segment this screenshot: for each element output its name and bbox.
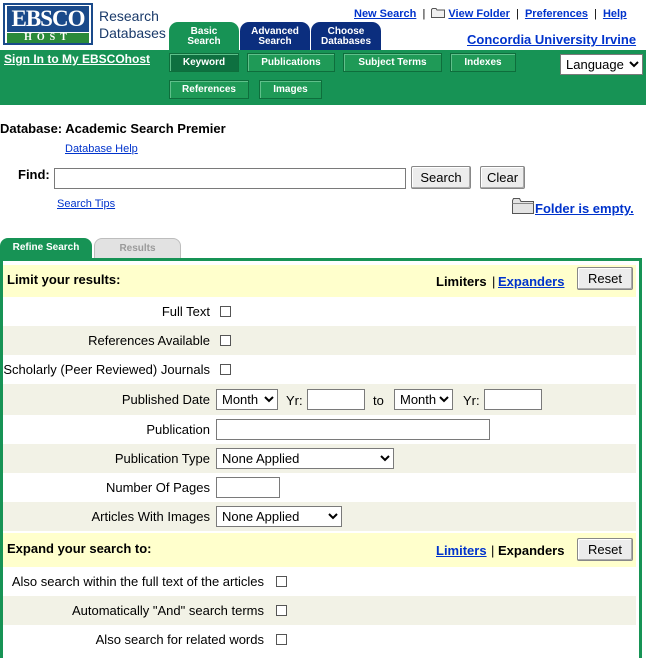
subtab-publications[interactable]: Publications	[247, 53, 335, 72]
articles-with-images-label: Articles With Images	[91, 509, 210, 524]
brand-line-2: Databases	[99, 25, 166, 41]
scholarly-row	[3, 355, 636, 384]
logo-host-text: HOST	[7, 33, 89, 43]
tab-basic-search-line2: Search	[187, 36, 221, 47]
limiters-link[interactable]: Limiters	[436, 543, 487, 558]
clear-button[interactable]: Clear	[480, 166, 525, 189]
published-date-row	[3, 384, 636, 415]
expander-full-text-checkbox[interactable]	[276, 576, 287, 587]
search-tips-link[interactable]: Search Tips	[57, 198, 116, 210]
yr-to-label: Yr:	[463, 393, 480, 408]
limit-results-heading: Limit your results:	[7, 272, 121, 287]
expander-related-words-row	[3, 625, 636, 654]
tab-advanced-search-line1: Advanced	[251, 26, 299, 37]
brand-title	[99, 8, 166, 42]
references-available-row	[3, 326, 636, 355]
tab-advanced-search[interactable]	[240, 22, 310, 50]
database-label: Database:	[0, 121, 63, 136]
reset-expanders-button[interactable]: Reset	[577, 538, 633, 561]
expand-header-separator: |	[491, 543, 495, 558]
publication-input[interactable]	[216, 419, 490, 440]
subtab-subject-terms[interactable]: Subject Terms	[343, 53, 442, 72]
publication-type-row	[3, 444, 636, 473]
subtab-indexes[interactable]: Indexes	[450, 53, 516, 72]
expander-auto-and-checkbox[interactable]	[276, 605, 287, 616]
view-folder-link[interactable]: View Folder	[448, 8, 510, 20]
tab-choose-databases-line2: Databases	[320, 36, 372, 47]
new-search-link[interactable]: New Search	[354, 8, 417, 20]
number-of-pages-label: Number Of Pages	[105, 480, 210, 495]
logo-ebsco-text: EBSCO	[7, 6, 89, 32]
expander-auto-and-row	[3, 596, 636, 625]
published-date-label: Published Date	[121, 392, 210, 407]
limit-results-header	[3, 265, 636, 297]
find-label: Find:	[18, 167, 50, 182]
expanders-link[interactable]: Expanders	[498, 274, 565, 289]
subtab-references[interactable]: References	[169, 80, 249, 99]
expand-search-header	[3, 533, 636, 567]
articles-with-images-row	[3, 502, 636, 531]
reset-limiters-button[interactable]: Reset	[577, 267, 633, 290]
preferences-link[interactable]: Preferences	[524, 8, 588, 20]
expand-search-heading: Expand your search to:	[7, 541, 152, 556]
expander-full-text-label: Also search within the full text of the articles	[11, 574, 264, 589]
expander-related-words-checkbox[interactable]	[276, 634, 287, 645]
full-text-label: Full Text	[161, 304, 210, 319]
tab-basic-search-line1: Basic	[190, 26, 218, 37]
database-name: Academic Search Premier	[65, 121, 226, 136]
search-button[interactable]: Search	[411, 166, 471, 189]
full-text-row	[3, 297, 636, 326]
month-from-select[interactable]	[216, 389, 278, 410]
brand-line-1: Research	[99, 8, 159, 24]
help-link[interactable]: Help	[602, 8, 627, 20]
publication-type-label: Publication Type	[114, 451, 210, 466]
folder-icon	[512, 197, 534, 217]
to-label: to	[373, 393, 384, 408]
language-select[interactable]	[560, 54, 643, 75]
tab-choose-databases[interactable]	[311, 22, 381, 50]
month-to-select[interactable]	[394, 389, 453, 410]
top-links: New Search | View Folder | Preferences | Help	[354, 8, 627, 20]
yr-from-label: Yr:	[286, 393, 303, 408]
header-separator: |	[492, 274, 496, 289]
references-available-label: References Available	[88, 333, 210, 348]
ebscohost-logo[interactable]	[3, 3, 93, 45]
expander-full-text-row	[3, 567, 636, 596]
expander-auto-and-label: Automatically "And" search terms	[71, 603, 264, 618]
publication-type-select[interactable]	[216, 448, 394, 469]
publication-row	[3, 415, 636, 444]
find-input[interactable]	[54, 168, 406, 189]
tab-advanced-search-line2: Search	[258, 36, 292, 47]
tab-basic-search[interactable]	[169, 22, 239, 50]
number-of-pages-input[interactable]	[216, 477, 280, 498]
folder-icon	[431, 7, 445, 18]
tab-results[interactable]: Results	[94, 238, 181, 258]
tab-refine-search[interactable]: Refine Search	[0, 238, 92, 258]
tab-choose-databases-line1: Choose	[327, 26, 365, 37]
subtab-images[interactable]: Images	[259, 80, 322, 99]
scholarly-label: Scholarly (Peer Reviewed) Journals	[3, 362, 210, 377]
yr-to-input[interactable]	[484, 389, 542, 410]
limiters-label: Limiters	[436, 274, 487, 289]
database-help-link[interactable]: Database Help	[65, 143, 138, 155]
expanders-label: Expanders	[498, 543, 565, 558]
expander-related-words-label: Also search for related words	[95, 632, 264, 647]
folder-status-link[interactable]: Folder is empty.	[535, 201, 634, 216]
references-available-checkbox[interactable]	[220, 335, 231, 346]
database-line	[0, 121, 226, 136]
institution-link[interactable]: Concordia University Irvine	[467, 32, 637, 47]
yr-from-input[interactable]	[307, 389, 365, 410]
scholarly-checkbox[interactable]	[220, 364, 231, 375]
sign-in-link[interactable]: Sign In to My EBSCOhost	[4, 52, 150, 66]
full-text-checkbox[interactable]	[220, 306, 231, 317]
articles-with-images-select[interactable]	[216, 506, 342, 527]
subtab-keyword[interactable]: Keyword	[169, 53, 239, 72]
number-of-pages-row	[3, 473, 636, 502]
publication-label: Publication	[146, 422, 210, 437]
